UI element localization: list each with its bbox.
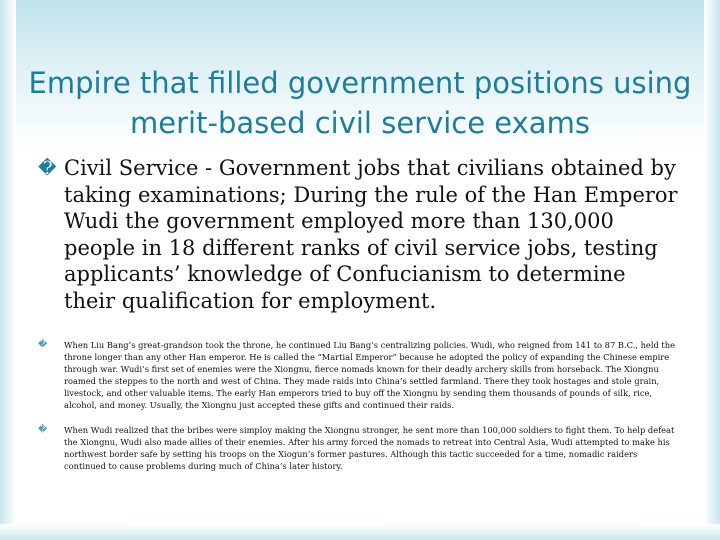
right-border [704,0,720,540]
slide-title: Empire that filled government positions using merit-based civil service exams [28,66,692,140]
main-bullet-text: Civil Service - Government jobs that civilians obtained by taking examinations; During the rule of the Han Emperor Wudi the government employed more than 130,000 people in 18 different ranks of civil service jobs, testing applicants’ knowledge of Confucianism to determine their qualification for employment. [64,156,678,313]
bottom-border [0,524,720,540]
bullet-marker-icon: � [38,340,48,350]
bullet-marker-icon: � [38,158,57,179]
main-bullet [38,155,678,314]
left-border [0,0,16,540]
bullet-marker-icon: � [38,425,48,435]
sub-bullet-wudi-reign [38,340,678,411]
sub-bullet-xiongnu-defeat [38,425,678,473]
sub-bullet-text: When Wudi realized that the bribes were simploy making the Xiongnu stronger, he sent more than 100,000 soldiers to fight them. To help defeat the Xiongnu, Wudi also made allies of their enemies. After his army forced the nomads to retreat into Central Asia, Wudi attempted to make his northwest border safe by setting his troops on the Xiogun’s former pastures. Although this tactic succeeded for a time, nomadic raiders continued to cause problems during much of China’s later history. [64,425,675,471]
sub-bullet-text: When Liu Bang’s great-grandson took the throne, he continued Liu Bang’s centralizing policies. Wudi, who reigned from 141 to 87 B.C., held the throne longer than any other Han emperor. He is called the “Martial Emperor” because he adopted the policy of expanding the Chinese empire through war. Wudi’s first set of enemies were the Xiongnu, fierce nomads known for their deadly archery skills from horseback. The Xiongnu roamed the steppes to the north and west of China. They made raids into China’s settled farmland. There they took hostages and stole grain, livestock, and other valuable items. The early Han emperors tried to buy off the Xiongnu by sending them thousands of pounds of silk, rice, alcohol, and money. Usually, the Xiongnu just accepted these gifts and continued their raids. [64,340,676,410]
